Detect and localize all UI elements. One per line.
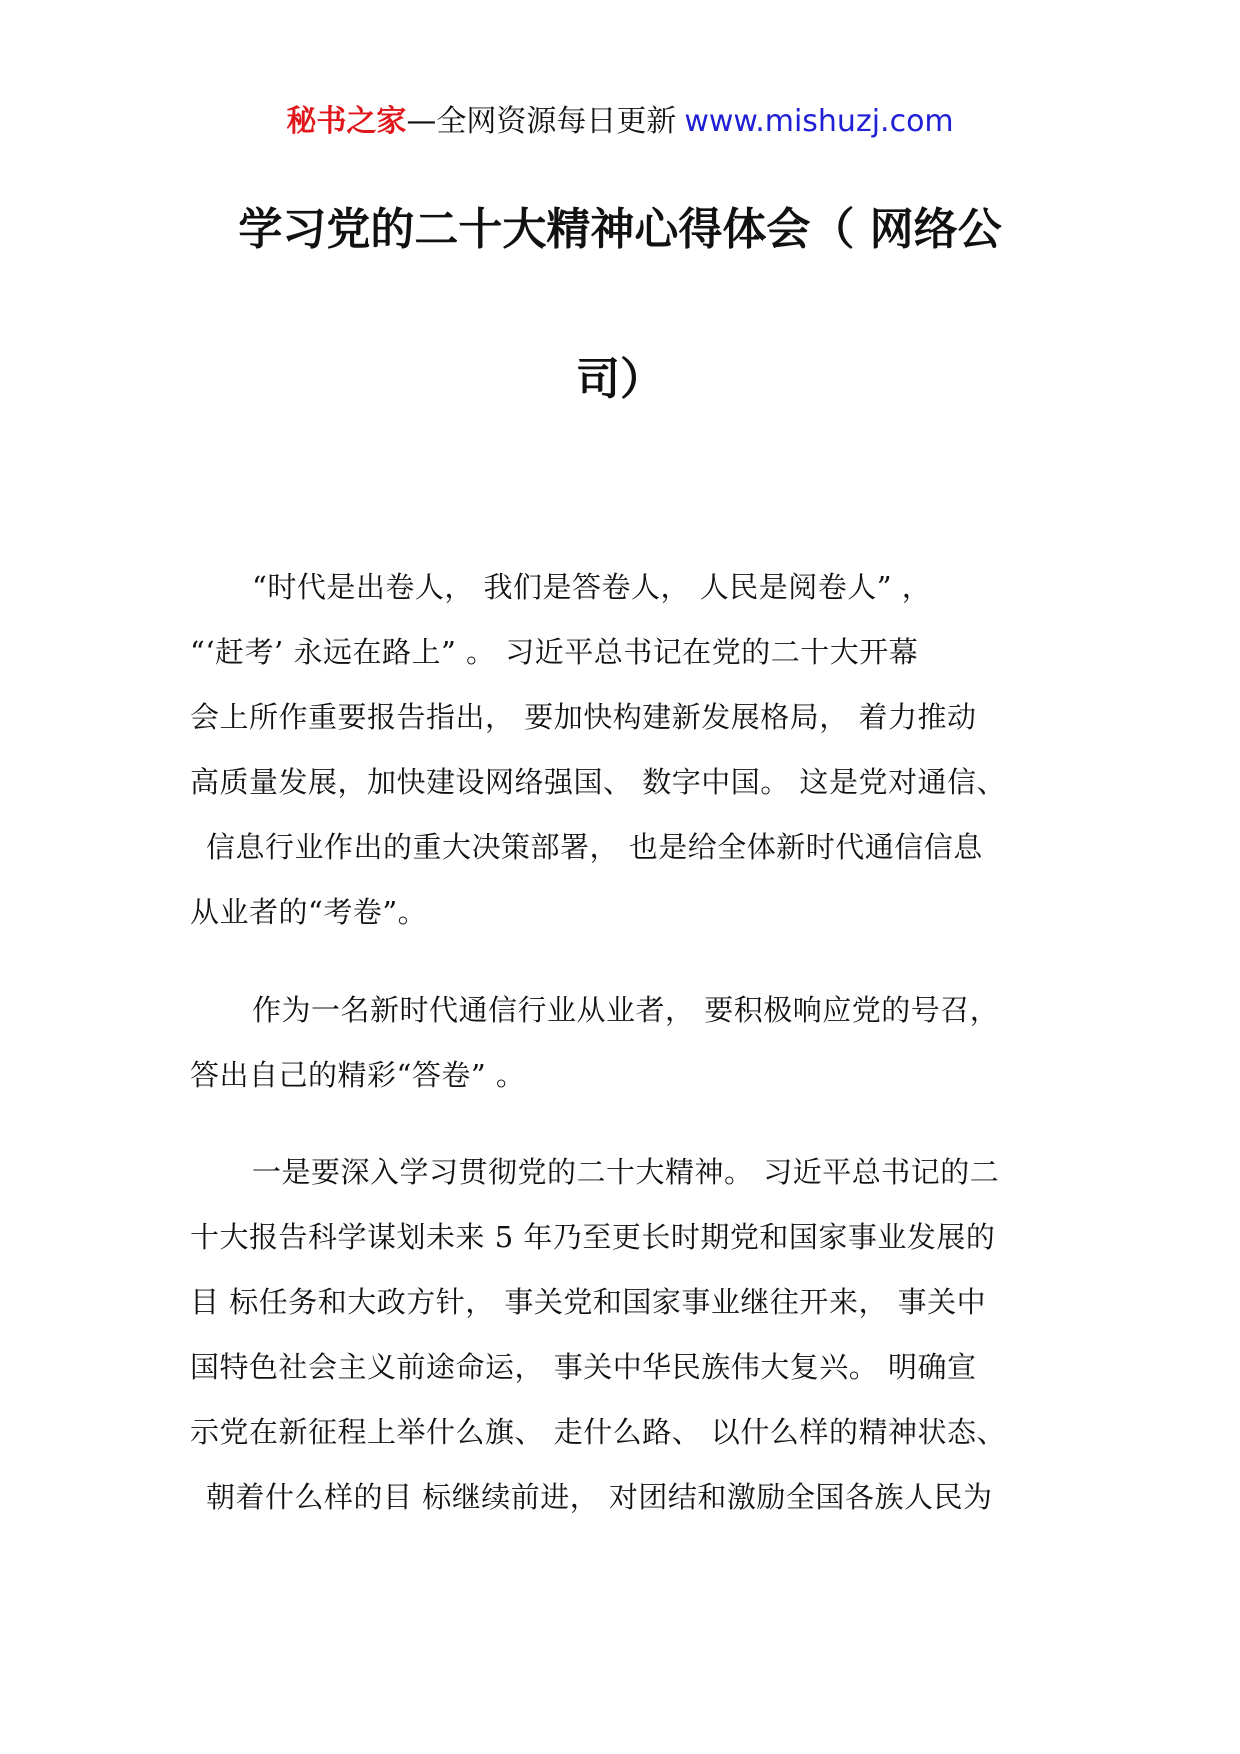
paragraph-line: “‘赶考’ 永远在路上” 。 习近平总书记在党的二十大开幕 [190, 635, 919, 669]
site-url-link[interactable]: www.mishuzj.com [684, 104, 954, 139]
paragraph-2 [190, 978, 1070, 1108]
paragraph-line: 从业者的“考卷”。 [190, 895, 428, 929]
paragraph-3 [190, 1140, 1070, 1530]
paragraph-line: 示党在新征程上举什么旗、 走什么路、 以什么样的精神状态、 [190, 1415, 1006, 1449]
paragraph-line: 一是要深入学习贯彻党的二十大精神。 习近平总书记的二 [252, 1155, 1000, 1189]
site-header [0, 100, 1240, 144]
document-title-line-2: 司） [576, 354, 664, 405]
paragraph-line: 朝着什么样的目 标继续前进， 对团结和激励全国各族人民为 [206, 1480, 993, 1514]
paragraph-1 [190, 555, 1070, 945]
document-title-line-1: 学习党的二十大精神心得体会（ 网络公 [238, 204, 1002, 255]
paragraph-line: 会上所作重要报告指出， 要加快构建新发展格局， 着力推动 [190, 700, 977, 734]
paragraph-line: “时代是出卷人， 我们是答卷人， 人民是阅卷人” ， [252, 570, 932, 604]
paragraph-line: 作为一名新时代通信行业从业者， 要积极响应党的号召， [252, 993, 1000, 1027]
brand-name: 秘书之家 [286, 104, 407, 139]
paragraph-line: 答出自己的精彩“答卷” 。 [190, 1058, 526, 1092]
paragraph-line: 目 标任务和大政方针， 事关党和国家事业继往开来， 事关中 [190, 1285, 987, 1319]
site-tagline: —全网资源每日更新 [406, 104, 677, 139]
paragraph-line: 十大报告科学谋划未来 5 年乃至更长时期党和国家事业发展的 [190, 1220, 996, 1254]
paragraph-line: 国特色社会主义前途命运， 事关中华民族伟大复兴。 明确宣 [190, 1350, 977, 1384]
paragraph-line: 信息行业作出的重大决策部署， 也是给全体新时代通信信息 [206, 830, 983, 864]
paragraph-line: 高质量发展，加快建设网络强国、 数字中国。 这是党对通信、 [190, 765, 1006, 799]
